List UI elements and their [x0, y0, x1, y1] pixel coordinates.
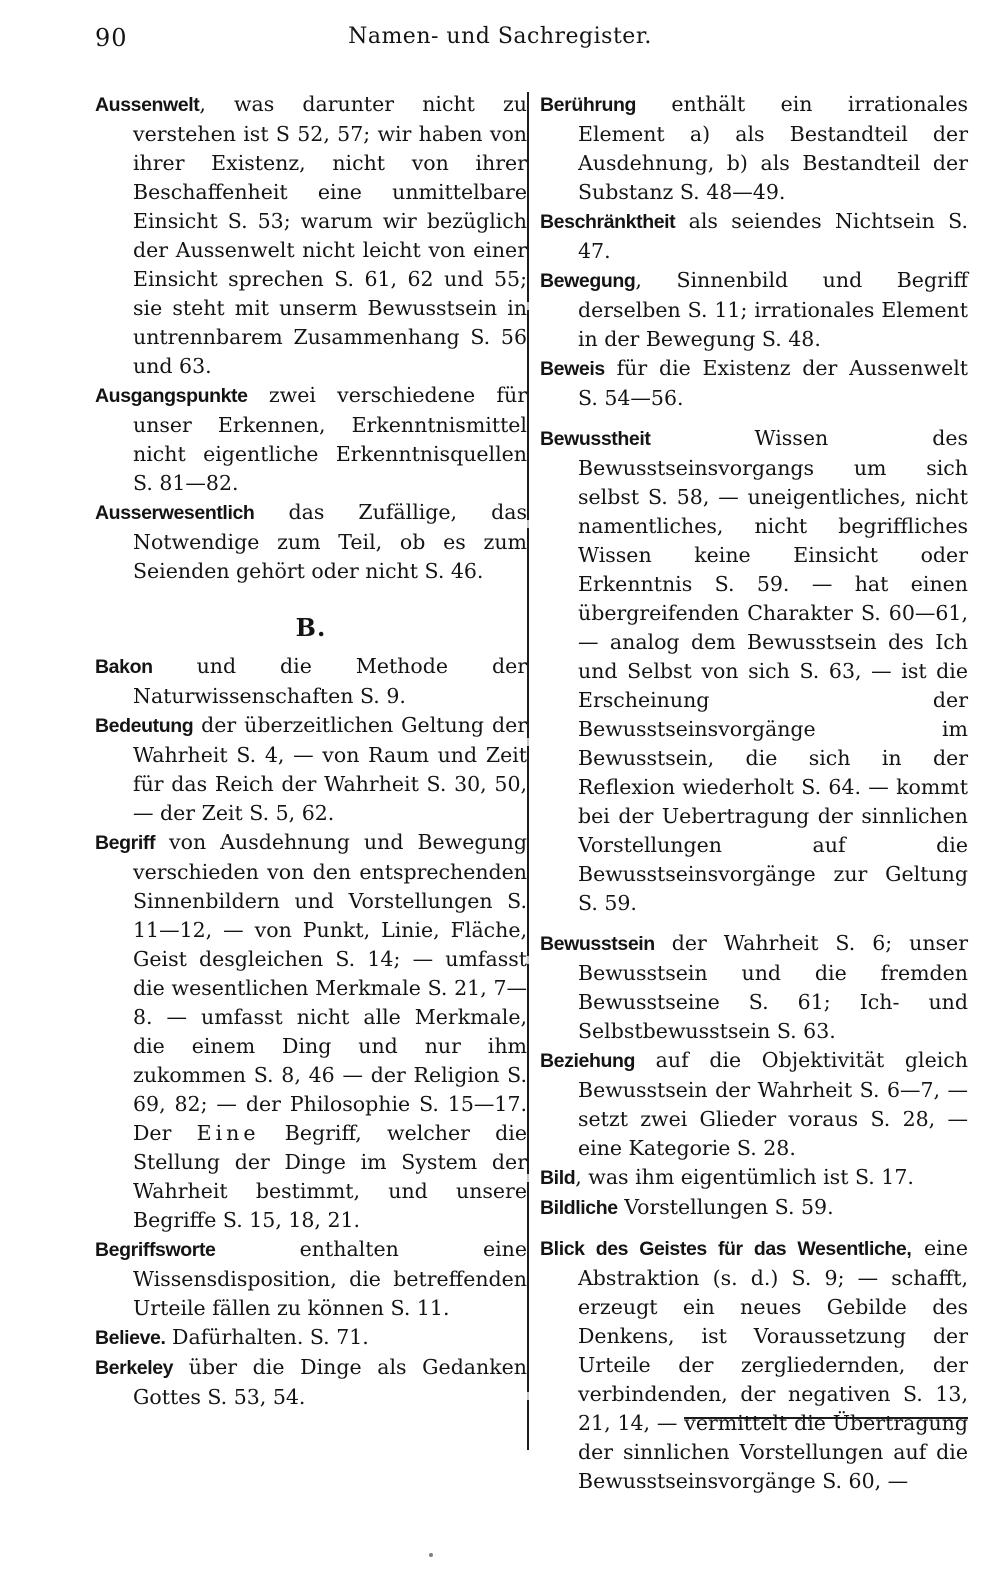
- entry-text: Dafürhalten. S. 71.: [165, 1325, 369, 1349]
- entry-text: Wissen des Bewusstseinsvorgangs um sich selbst S. 58, — uneigentliches, nicht namentliches, nicht begriffliches Wissen keine Einsicht oder Erkenntnis S. 59. — hat einen übergreifenden Charakter S. 60—61, — analog dem Bewusstsein des Ich und Selbst von sich S. 63, — ist die Erscheinung der Bewusstseinsvorgänge im Bewusstsein, die sich in der Reflexion wiederholt S. 64. — kommt bei der Uebertragung der sinnlichen Vorstellungen auf die Bewusstseinsvorgänge zur Geltung S. 59.: [578, 426, 968, 915]
- page-number: 90: [95, 24, 128, 52]
- section-letter-heading: B.: [295, 613, 327, 642]
- index-entry: [540, 1163, 968, 1193]
- index-entry: [540, 90, 968, 207]
- entry-text: für die Existenz der Aussenwelt S. 54—56.: [578, 356, 968, 410]
- entry-term: Bildliche: [540, 1197, 618, 1219]
- index-entry: [540, 424, 968, 918]
- index-entry: [95, 498, 527, 586]
- entry-text-struck: vermittelt die Übertragung: [684, 1411, 968, 1435]
- entry-term: Believe.: [95, 1327, 166, 1349]
- entry-text: eine Abstraktion (s. d.) S. 9; — schafft, erzeugt ein neues Gebilde des Denkens, ist Voraussetzung der Urteile der zergliedernden, der verbindenden, der negativen S. 13, 21, 14, —: [578, 1236, 969, 1435]
- entry-term: Berührung: [540, 94, 637, 116]
- entry-text: , was ihm eigentümlich ist S. 17.: [575, 1165, 914, 1189]
- entry-text: von Ausdehnung und Bewegung verschieden von den entsprechenden Sinnenbildern und Vorstellungen S. 11—12, — von Punkt, Linie, Fläche, Geist desgleichen S. 14; — umfasst die wesentlichen Merkmale S. 21, 7—8. — umfasst nicht alle Merkmale, die einem Ding und nur ihm zukommen S. 8, 46 — der Religion S. 69, 82; — der Philosophie S. 15—17. Der: [133, 830, 527, 1145]
- entry-term: Begriffsworte: [95, 1239, 216, 1261]
- entry-term: Begriff: [95, 832, 156, 854]
- entry-term: Blick des Geistes für das Wesentliche,: [540, 1238, 912, 1260]
- index-entry: [95, 1353, 527, 1412]
- index-entry: [95, 1235, 527, 1323]
- index-entry: [540, 207, 968, 266]
- scan-artifact-dot: [429, 1553, 433, 1557]
- entry-text: enthalten eine Wissensdisposition, die betreffenden Urteile fällen zu können S. 11.: [133, 1237, 527, 1320]
- index-column-right: [540, 90, 968, 1496]
- entry-text: zwei verschiedene für unser Erkennen, Erkenntnismittel nicht eigentliche Erkenntnisquellen S. 81—82.: [133, 383, 527, 495]
- index-entry: [540, 354, 968, 413]
- index-entry: [95, 711, 527, 828]
- entry-term: Bild: [540, 1167, 576, 1189]
- index-entry: [95, 828, 527, 1235]
- index-entry: [540, 1046, 968, 1163]
- entry-text: enthält ein irrationales Element a) als Bestandteil der Ausdehnung, b) als Bestandteil der Substanz S. 48—49.: [578, 92, 968, 204]
- entry-text: der Wahrheit S. 6; unser Bewusstsein und die fremden Bewusstseine S. 61; Ich- und Selbstbewusstsein S. 63.: [578, 931, 968, 1043]
- entry-text: auf die Objektivität gleich Bewusstsein der Wahrheit S. 6—7, — setzt zwei Glieder voraus S. 28, — eine Kategorie S. 28.: [578, 1048, 968, 1160]
- running-title: Namen- und Sachregister.: [348, 24, 652, 49]
- entry-term: Bakon: [95, 656, 153, 678]
- column-divider-rule: [527, 92, 529, 1450]
- entry-term: Beschränktheit: [540, 211, 676, 233]
- index-column-left: [95, 90, 527, 1412]
- index-entry: [540, 929, 968, 1046]
- entry-text: der sinnlichen Vorstellungen auf die Bewusstseinsvorgänge S. 60, —: [578, 1440, 968, 1493]
- entry-term: Aussenwelt: [95, 94, 200, 116]
- entry-term: Beweis: [540, 358, 605, 380]
- entry-term: Bewusstheit: [540, 428, 651, 450]
- index-entry: [95, 90, 527, 381]
- entry-text: der überzeitlichen Geltung der Wahrheit S. 4, — von Raum und Zeit für das Reich der Wahrheit S. 30, 50, — der Zeit S. 5, 62.: [133, 713, 527, 825]
- entry-text: Eine: [196, 1121, 260, 1145]
- index-entry: [95, 381, 527, 498]
- entry-term: Berkeley: [95, 1357, 174, 1379]
- entry-text: und die Methode der Naturwissenschaften S. 9.: [133, 654, 527, 708]
- index-entry: [540, 1234, 968, 1496]
- page-header: [0, 24, 1000, 58]
- entry-term: Ausgangspunkte: [95, 385, 248, 407]
- entry-text: , was darunter nicht zu verstehen ist S 52, 57; wir haben von ihrer Existenz, nicht von ihrer Beschaffenheit eine unmittelbare Einsicht S. 53; warum wir bezüglich der Aussenwelt nicht leicht von einer Einsicht sprechen S. 61, 62 und 55; sie steht mit unserm Bewusstsein in untrennbarem Zusammenhang S. 56 und 63.: [133, 92, 527, 378]
- entry-term: Bewegung: [540, 270, 636, 292]
- entry-text: , Sinnenbild und Begriff derselben S. 11; irrationales Element in der Bewegung S. 48.: [578, 268, 968, 351]
- entry-text: Begriff, welcher die Stellung der Dinge im System der Wahrheit bestimmt, und unsere Begriffe S. 15, 18, 21.: [133, 1121, 527, 1232]
- entry-text: als seiendes Nichtsein S. 47.: [578, 209, 968, 263]
- entry-term: Bedeutung: [95, 715, 194, 737]
- index-entry: [540, 1193, 968, 1223]
- entry-term: Beziehung: [540, 1050, 635, 1072]
- index-entry: [540, 266, 968, 354]
- entry-text: Vorstellungen S. 59.: [617, 1195, 834, 1219]
- entry-text: über die Dinge als Gedanken Gottes S. 53, 54.: [133, 1355, 527, 1409]
- entry-term: Ausserwesentlich: [95, 502, 255, 524]
- entry-term: Bewusstsein: [540, 933, 655, 955]
- index-entry: [95, 652, 527, 711]
- index-entry: [95, 1323, 527, 1353]
- entry-text: das Zufällige, das Notwendige zum Teil, ob es zum Seienden gehört oder nicht S. 46.: [133, 500, 527, 583]
